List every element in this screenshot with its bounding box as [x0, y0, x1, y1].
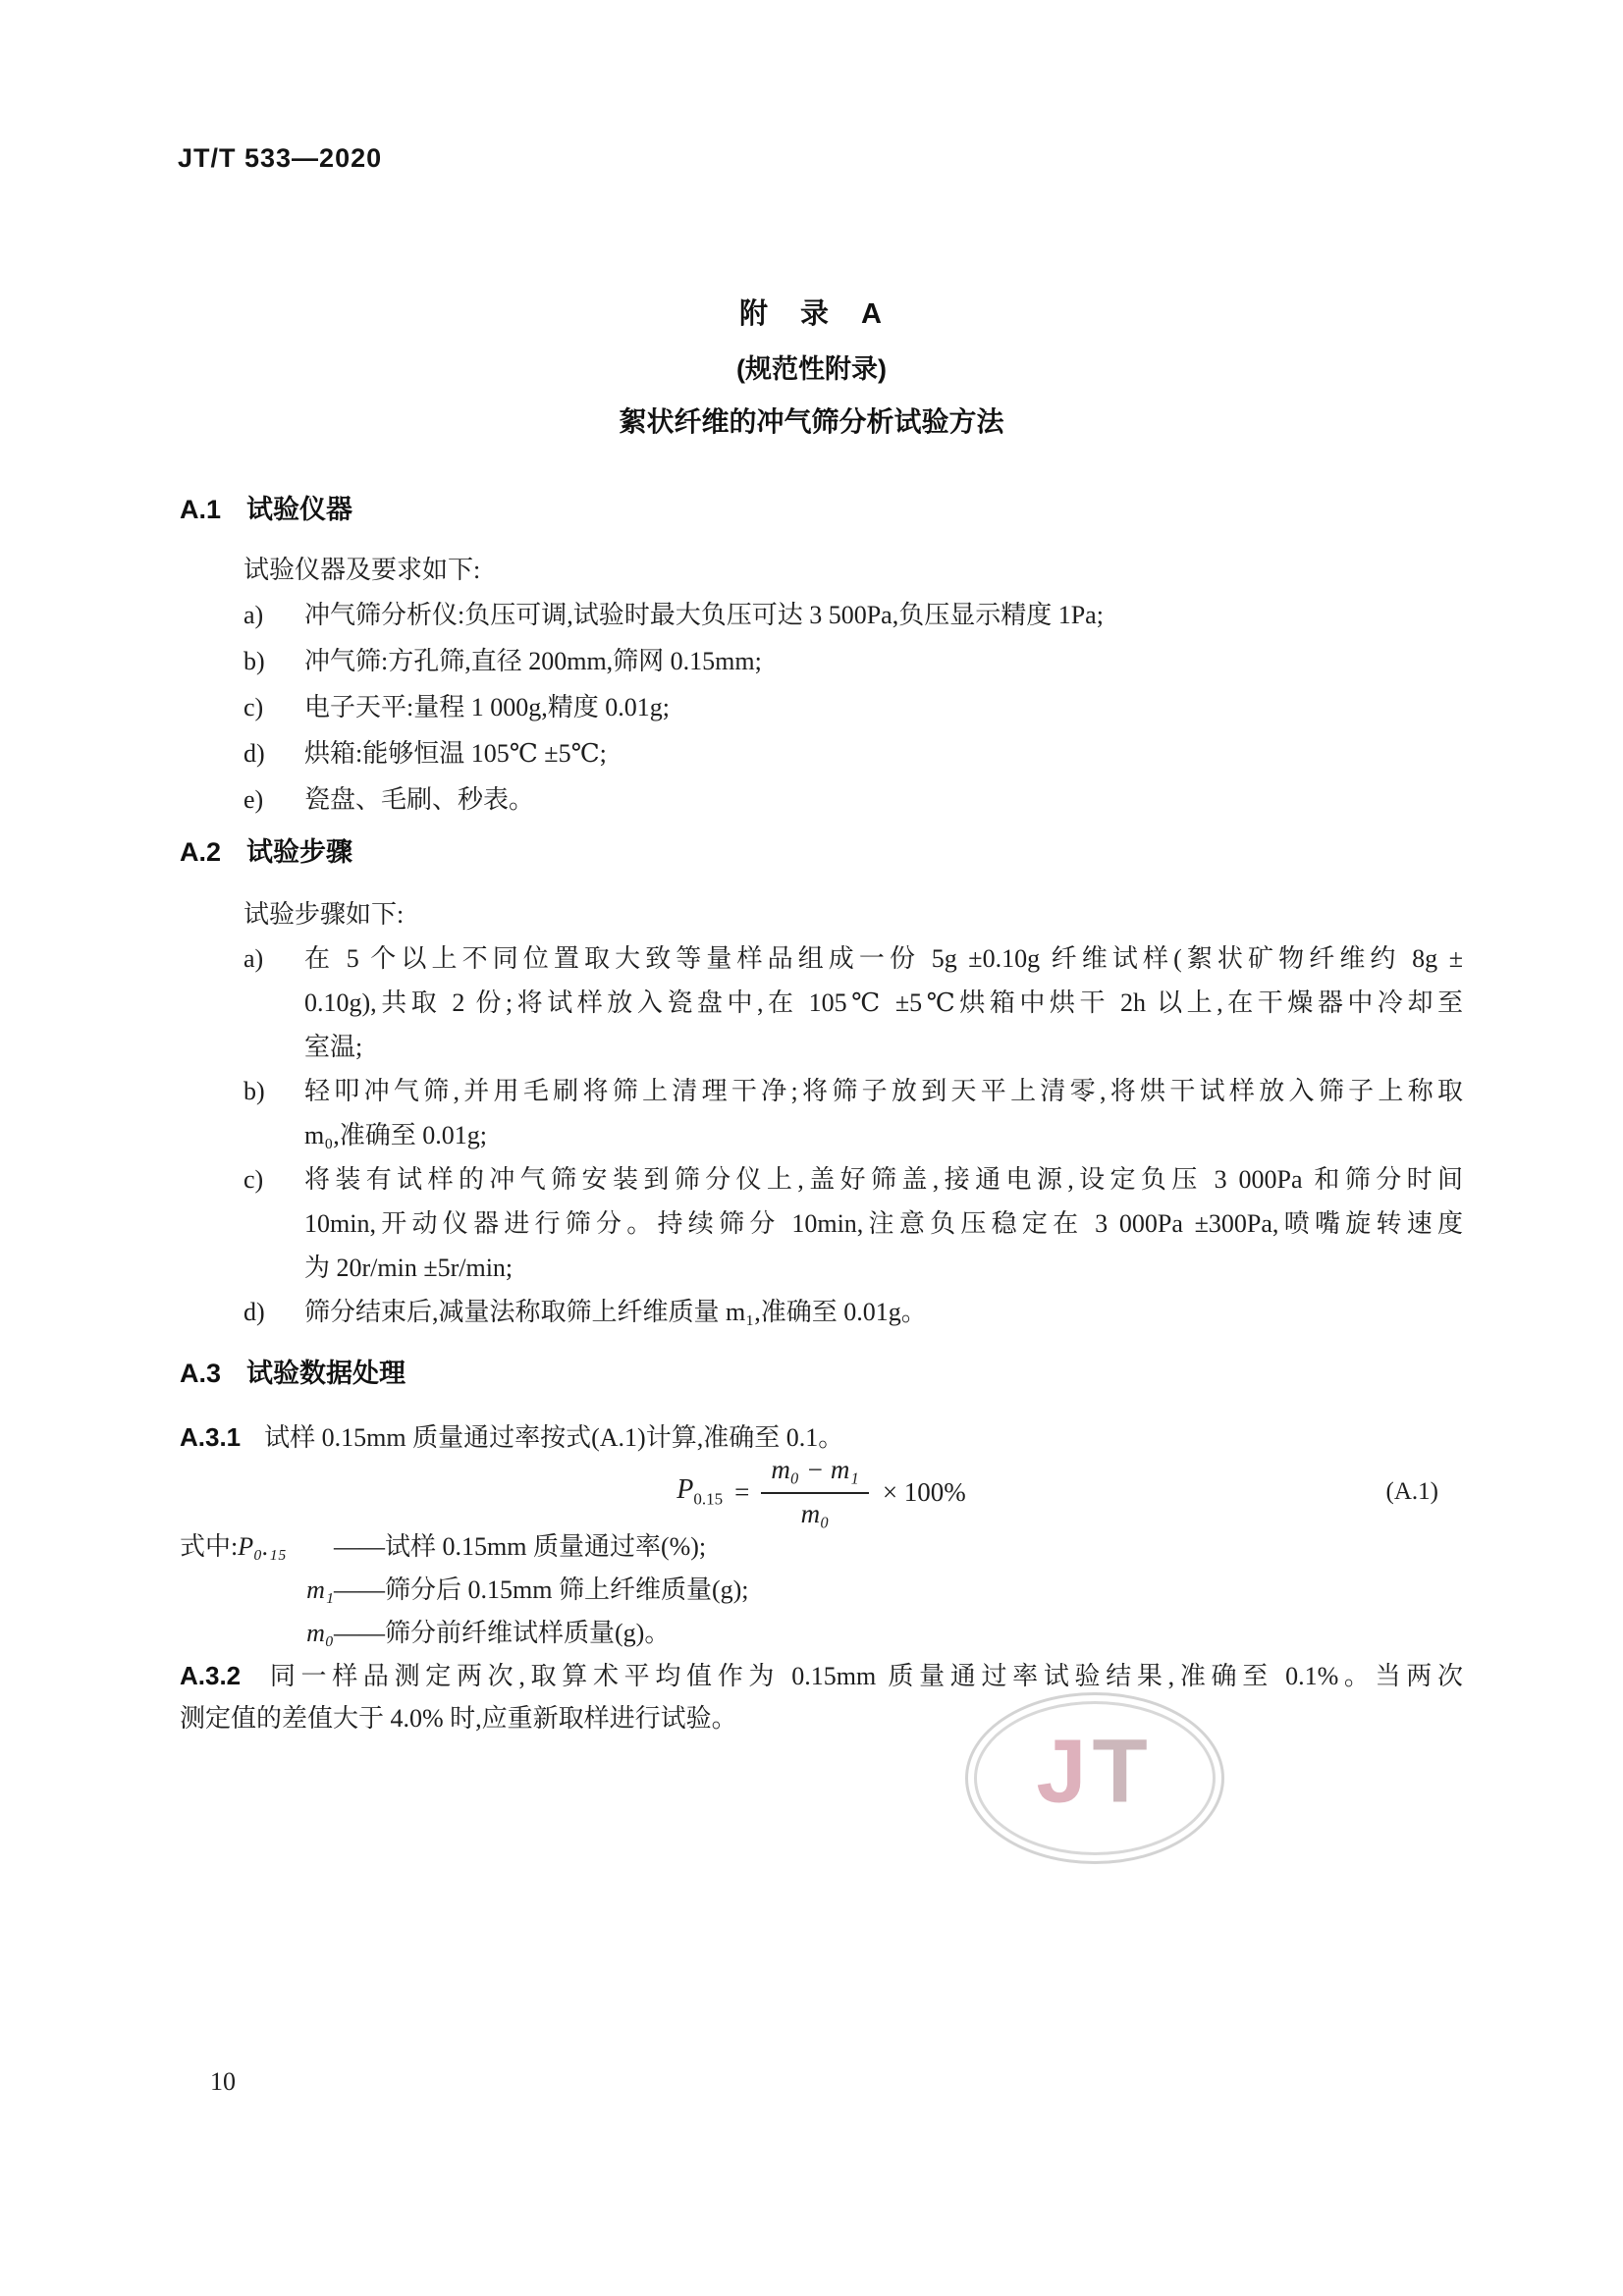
appendix-title-line3: 絮状纤维的冲气筛分析试验方法 — [619, 406, 1004, 437]
watermark-text — [965, 1721, 1224, 1822]
formula-equals: = — [734, 1476, 750, 1507]
list-item-text — [304, 936, 1463, 1069]
formula-a1 — [180, 1447, 1463, 1537]
list-item — [243, 1290, 1463, 1334]
jt-watermark-logo — [965, 1692, 1224, 1864]
list-item-line: 10min,开动仪器进行筛分。持续筛分 10min,注意负压稳定在 3 000Pa ±300Pa,喷嘴旋转速度 — [304, 1209, 1463, 1238]
appendix-title-line2: (规范性附录) — [736, 354, 887, 384]
list-item-line: 在 5 个以上不同位置取大致等量样品组成一份 5g ±0.10g 纤维试样(絮状矿物纤维约 8g ± — [304, 944, 1463, 973]
list-item-line: 0.10g),共取 2 份;将试样放入瓷盘中,在 105℃ ±5℃烘箱中烘干 2h 以上,在干燥器中冷却至 — [304, 988, 1463, 1017]
list-item-text: 电子天平:量程 1 000g,精度 0.01g; — [304, 693, 670, 721]
section-a1-list — [243, 592, 1463, 823]
where-description: 试样 0.15mm 质量通过率(%); — [385, 1532, 707, 1561]
list-item — [243, 638, 1463, 684]
formula-equation-number: (A.1) — [1385, 1478, 1438, 1505]
clause-a32-number: A.3.2 — [180, 1661, 242, 1690]
formula-fraction — [761, 1455, 869, 1529]
where-description: 筛分后 0.15mm 筛上纤维质量(g); — [385, 1575, 749, 1604]
where-dash: —— — [334, 1619, 385, 1647]
list-item-label: c) — [243, 1165, 264, 1194]
list-item — [243, 776, 1463, 823]
formula-lhs — [676, 1474, 723, 1510]
formula-denominator: m₀ — [800, 1499, 830, 1528]
where-dash: —— — [334, 1575, 385, 1604]
clause-a32-text-line1: 同一样品测定两次,取算术平均值作为 0.15mm 质量通过率试验结果,准确至 0.1%。当两次 — [264, 1662, 1463, 1690]
section-a2-number: A.2 — [180, 837, 222, 867]
where-description: 筛分前纤维试样质量(g)。 — [385, 1619, 671, 1647]
section-a2-heading — [180, 830, 352, 869]
list-item-label: e) — [243, 785, 264, 814]
section-a1-heading — [180, 488, 352, 526]
where-term-column — [180, 1612, 334, 1655]
list-item-text: 烘箱:能够恒温 105℃ ±5℃; — [304, 739, 607, 768]
list-item-text — [304, 1290, 1463, 1334]
list-item-text — [304, 1069, 1463, 1157]
clause-a31-text: 试样 0.15mm 质量通过率按式(A.1)计算,准确至 0.1。 — [264, 1423, 844, 1452]
formula-where-clause — [180, 1525, 749, 1655]
where-term: m₀ — [306, 1619, 334, 1647]
formula-lhs-base: P — [676, 1474, 694, 1506]
clause-a32-line2: 测定值的差值大于 4.0% 时,应重新取样进行试验。 — [180, 1704, 737, 1733]
list-item-text — [304, 1157, 1463, 1290]
list-item-label: b) — [243, 1077, 265, 1105]
page-number: 10 — [210, 2067, 236, 2096]
where-row — [180, 1612, 749, 1655]
where-term-column — [180, 1525, 334, 1569]
watermark-letter-t: T — [1092, 1721, 1154, 1822]
section-a1-intro: 试验仪器及要求如下: — [243, 556, 481, 584]
list-item-text: 瓷盘、毛刷、秒表。 — [304, 785, 535, 814]
doc-code: JT/T 533—2020 — [178, 143, 383, 173]
section-a3-title: 试验数据处理 — [246, 1359, 406, 1388]
list-item — [243, 936, 1463, 1069]
section-a2-title: 试验步骤 — [246, 837, 353, 867]
where-term-column — [180, 1569, 334, 1612]
list-item-text: 冲气筛分析仪:负压可调,试验时最大负压可达 3 500Pa,负压显示精度 1Pa; — [304, 601, 1104, 629]
clause-a31-number: A.3.1 — [180, 1422, 242, 1452]
where-term: m₁ — [306, 1575, 334, 1604]
list-item-line: 将装有试样的冲气筛安装到筛分仪上,盖好筛盖,接通电源,设定负压 3 000Pa 和筛分时间 — [304, 1165, 1463, 1194]
list-item-line: 筛分结束后,减量法称取筛上纤维质量 m₁,准确至 0.01g。 — [304, 1298, 927, 1326]
clause-a32-line1 — [180, 1655, 1463, 1697]
clause-a32 — [180, 1655, 1463, 1739]
where-row — [180, 1525, 749, 1569]
watermark-letter-j: J — [1036, 1721, 1093, 1822]
formula-multiplier: × 100% — [882, 1476, 966, 1507]
section-a1-title: 试验仪器 — [246, 495, 353, 524]
list-item — [243, 730, 1463, 776]
list-item-label: d) — [243, 739, 265, 768]
section-a2-list — [243, 936, 1463, 1334]
where-prefix: 式中: — [180, 1532, 239, 1561]
appendix-title-line1: 附 录 A — [739, 298, 884, 330]
list-item-label: a) — [243, 944, 264, 973]
where-dash: —— — [334, 1532, 385, 1561]
list-item-label: b) — [243, 647, 265, 675]
list-item-line: 为 20r/min ±5r/min; — [304, 1254, 514, 1282]
section-a3-heading — [180, 1352, 406, 1390]
list-item-line: m₀,准确至 0.01g; — [304, 1121, 488, 1149]
list-item-line: 轻叩冲气筛,并用毛刷将筛上清理干净;将筛子放到天平上清零,将烘干试样放入筛子上称取 — [304, 1077, 1463, 1105]
section-a3-number: A.3 — [180, 1359, 222, 1388]
formula-numerator: m₀ − m₁ — [761, 1455, 869, 1494]
list-item-line: 室温; — [304, 1033, 363, 1061]
list-item — [243, 1069, 1463, 1157]
list-item-text: 冲气筛:方孔筛,直径 200mm,筛网 0.15mm; — [304, 647, 762, 675]
list-item — [243, 684, 1463, 730]
where-row — [180, 1569, 749, 1612]
list-item-label: c) — [243, 693, 264, 721]
list-item — [243, 592, 1463, 638]
list-item-label: a) — [243, 601, 264, 629]
formula-lhs-subscript: 0.15 — [693, 1489, 724, 1509]
list-item-label: d) — [243, 1298, 265, 1326]
section-a1-number: A.1 — [180, 495, 222, 524]
list-item — [243, 1157, 1463, 1290]
where-term: P₀.₁₅ — [238, 1532, 287, 1561]
appendix-title-block — [0, 292, 1623, 440]
section-a2-intro: 试验步骤如下: — [243, 900, 405, 929]
